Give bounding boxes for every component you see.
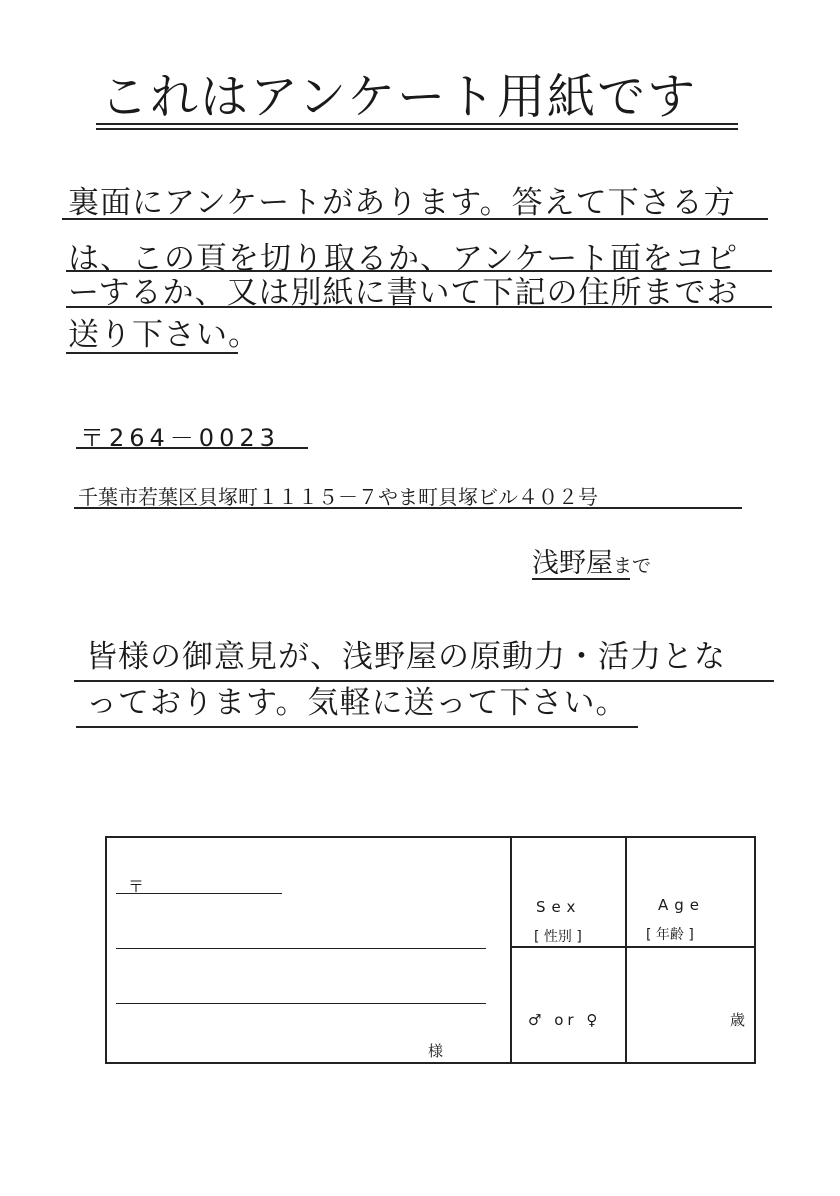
- street-address: 千葉市若葉区貝塚町１１１５－７やま町貝塚ビル４０２号: [78, 485, 598, 509]
- intro-line-4: 送り下さい。: [68, 317, 260, 353]
- recipient-suffix: まで: [613, 555, 652, 577]
- page-title: これはアンケート用紙です: [100, 69, 698, 125]
- form-postal-mark: 〒: [128, 877, 145, 896]
- intro-underline-4: [66, 352, 238, 354]
- age-label-ja: [ 年齢 ]: [646, 927, 694, 943]
- closing-underline-1: [74, 680, 774, 682]
- closing-line-1: 皆様の御意見が、浅野屋の原動力・活力とな: [86, 639, 726, 675]
- postal-code: 〒264－0023: [80, 424, 280, 452]
- title-underline-top: [96, 123, 738, 125]
- sex-label-ja: [ 性別 ]: [534, 929, 582, 945]
- closing-underline-2: [76, 726, 638, 728]
- intro-underline-3: [66, 306, 772, 308]
- recipient: [532, 541, 651, 580]
- sex-label-en: Sex: [536, 898, 582, 916]
- recipient-underline: [532, 578, 630, 580]
- sex-options[interactable]: ♂ or ♀: [528, 1011, 602, 1029]
- closing-line-2: っております。気軽に送って下さい。: [86, 685, 628, 721]
- recipient-name: 浅野屋: [532, 548, 613, 579]
- form-honorific: 様: [428, 1042, 444, 1060]
- postal-code-underline: [76, 447, 308, 449]
- age-label-en: Age: [658, 896, 706, 914]
- intro-underline-1: [62, 218, 768, 220]
- street-address-underline: [74, 507, 742, 509]
- title-underline-bottom: [96, 128, 738, 130]
- form-address-field[interactable]: [116, 948, 486, 949]
- form-divider-address: [510, 836, 512, 1064]
- age-unit: 歳: [730, 1011, 746, 1029]
- form-name-field[interactable]: [116, 1003, 486, 1004]
- intro-line-1: 裏面にアンケートがあります。答えて下さる方: [68, 185, 736, 221]
- intro-line-2: は、この頁を切り取るか、アンケート面をコピ: [68, 241, 739, 277]
- form-divider-sex-age: [625, 836, 627, 1064]
- form-postal-field[interactable]: [116, 893, 282, 894]
- intro-underline-2: [66, 270, 772, 272]
- intro-line-3: ーするか、又は別紙に書いて下記の住所までお: [68, 275, 739, 311]
- response-form: [105, 836, 756, 1064]
- form-divider-header: [510, 946, 756, 948]
